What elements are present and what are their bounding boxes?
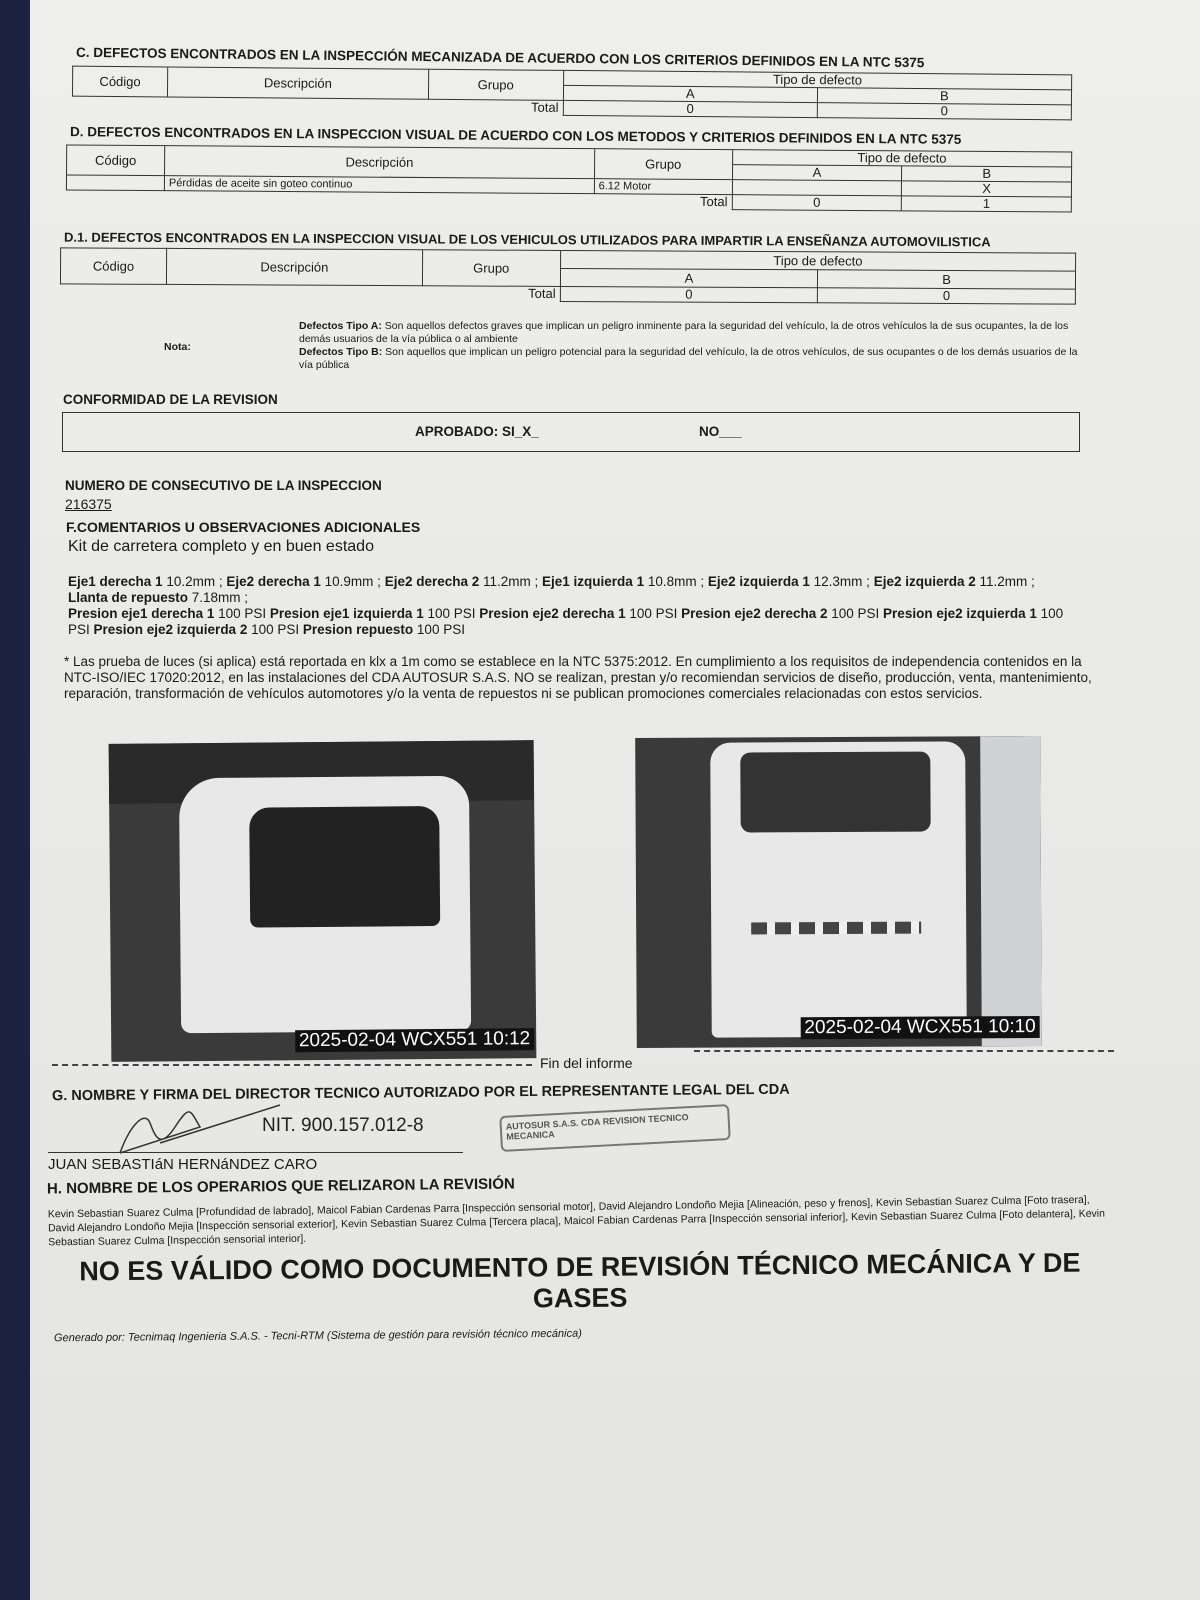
col-descripcion: Descripción — [165, 146, 595, 179]
col-descripcion: Descripción — [167, 67, 428, 99]
measurement-label: Presion eje2 derecha 2 — [681, 606, 828, 621]
tipo-a-text: Son aquellos defectos graves que implican un peligro inminente para la seguridad del vehículo, la de otros vehículos la de sus ocupantes, la de los demás usuarios de la vía pública o al ambiente — [299, 320, 1069, 345]
measurement-value: 11.2mm ; — [479, 574, 543, 589]
total-a: 0 — [563, 100, 817, 117]
consecutivo-value: 216375 — [65, 496, 112, 512]
col-tipo: Tipo de defecto — [563, 70, 1071, 89]
nota-text — [299, 320, 1079, 372]
aprobado-no: NO___ — [699, 424, 742, 439]
col-tipo: Tipo de defecto — [560, 250, 1075, 271]
col-descripcion: Descripción — [166, 248, 422, 285]
col-b: B — [902, 166, 1072, 182]
measurement-label: Presion eje2 derecha 1 — [479, 606, 626, 621]
photo-timestamp: 2025-02-04 WCX551 10:10 — [800, 1016, 1039, 1039]
total-a: 0 — [560, 286, 818, 302]
photo-timestamp: 2025-02-04 WCX551 10:12 — [295, 1028, 535, 1052]
aprobado-si: APROBADO: SI_X_ — [415, 424, 539, 439]
inspection-report-page — [30, 0, 1200, 1600]
col-grupo: Grupo — [428, 69, 563, 100]
measurement-value: 10.9mm ; — [320, 574, 385, 589]
measurement-label: Presion eje1 derecha 1 — [68, 606, 215, 621]
measurement-label: Eje2 izquierda 1 — [707, 574, 810, 589]
total-label: Total — [699, 194, 728, 210]
total-b: 0 — [818, 288, 1076, 304]
total-b: 1 — [902, 196, 1072, 212]
col-a: A — [563, 85, 817, 102]
company-stamp — [499, 1104, 731, 1152]
col-a: A — [560, 268, 818, 287]
measurement-value: 12.3mm ; — [809, 574, 874, 589]
fin-del-informe: Fin del informe — [540, 1055, 633, 1071]
comentarios-title: F.COMENTARIOS U OBSERVACIONES ADICIONALES — [66, 519, 421, 535]
section-d1-title: D.1. DEFECTOS ENCONTRADOS EN LA INSPECCION VISUAL DE LOS VEHICULOS UTILIZADOS PARA IMPARTIR LA ENSEÑANZA AUTOMOVILISTICA — [63, 229, 991, 250]
defect-a — [732, 180, 902, 196]
col-codigo: Código — [60, 248, 166, 285]
measurement-value: 10.2mm ; — [162, 574, 227, 589]
col-grupo: Grupo — [422, 250, 560, 287]
generado-por: Generado por: Tecnimaq Ingenieria S.A.S. - Tecni-RTM (Sistema de gestión para revisión técnico mecánica) — [53, 1327, 582, 1345]
col-tipo: Tipo de defecto — [732, 150, 1071, 167]
mediciones-text — [68, 574, 1078, 638]
total-a: 0 — [732, 195, 902, 211]
measurement-label: Llanta de repuesto — [68, 590, 189, 605]
col-a: A — [732, 165, 902, 181]
measurement-value: 11.2mm ; — [975, 574, 1035, 589]
section-c-title: C. DEFECTOS ENCONTRADOS EN LA INSPECCIÓN MECANIZADA DE ACUERDO CON LOS CRITERIOS DEFINIDOS EN LA NTC 5375 — [75, 44, 925, 71]
col-b: B — [818, 270, 1076, 289]
total-label: Total — [531, 99, 559, 116]
col-b: B — [817, 88, 1071, 105]
signature-icon — [90, 1095, 290, 1155]
consecutivo-title: NUMERO DE CONSECUTIVO DE LA INSPECCION — [65, 478, 382, 493]
tipo-a-label: Defectos Tipo A: — [299, 320, 382, 332]
total-b: 0 — [817, 103, 1071, 120]
front-photo — [109, 740, 537, 1062]
nit-value: NIT. 900.157.012-8 — [262, 1115, 424, 1136]
section-d1-table — [60, 247, 1076, 304]
operarios-text: Kevin Sebastian Suarez Culma [Profundidad de labrado], Maicol Fabian Cardenas Parra [Inspección sensorial motor], David Alejandro Londoño Mejia [Alineación, peso y frenos], Kevin Sebastian Suarez Culma [Foto trasera], David Alejandro Londoño Mejia [Inspección sensorial exterior], Kevin Sebastian Suarez Culma [Tercera placa], Maicol Fabian Cardenas Parra [Inspección sensorial inferior], Kevin Sebastian Suarez Culma [Foto delantera], Kevin Sebastian Suarez Culma [Inspección sensorial interior]. — [47, 1193, 1106, 1249]
section-d-table — [66, 144, 1072, 212]
col-codigo: Código — [72, 66, 167, 97]
measurement-value: 7.18mm ; — [188, 590, 249, 605]
col-grupo: Grupo — [594, 149, 732, 180]
defect-description: Pérdidas de aceite sin goteo continuo — [164, 176, 594, 194]
bus-rear-image — [710, 741, 967, 1037]
disclaimer-text: * Las prueba de luces (si aplica) está reportada en klx a 1m como se establece en la NTC 5375:2012. En cumplimiento a los requisitos de independencia contenidos en la NTC-ISO/IEC 17020:2012, en las instalaciones del CDA AUTOSUR S.A.S. NO se realizan, prestan y/o recomiendan servicios de diseño, producción, venta, mantenimiento, reparación, transformación de vehículos automotores y/o la venta de repuestos ni se publican promociones comerciales relacionadas con estos servicios. — [64, 654, 1092, 701]
measurement-label: Presion repuesto — [302, 622, 414, 637]
measurement-label: Presion eje2 izquierda 1 — [883, 606, 1037, 621]
operarios-title: H. NOMBRE DE LOS OPERARIOS QUE RELIZARON LA REVISIÓN — [46, 1175, 515, 1198]
measurement-value: 100 PSI — [413, 622, 465, 637]
section-d-title: D. DEFECTOS ENCONTRADOS EN LA INSPECCION VISUAL DE ACUERDO CON LOS METODOS Y CRITERIOS DEFINIDOS EN LA NTC 5375 — [69, 124, 962, 147]
measurement-label: Presion eje1 izquierda 1 — [269, 606, 424, 621]
nota-label: Nota: — [164, 341, 191, 353]
col-codigo: Código — [67, 145, 165, 176]
measurement-value: 100 PSI — [827, 606, 884, 621]
director-name: JUAN SEBASTIáN HERNáNDEZ CARO — [48, 1156, 318, 1173]
measurement-value: 10.8mm ; — [644, 574, 708, 589]
measurement-value: 100 PSI — [247, 622, 303, 637]
measurement-label: Eje2 izquierda 2 — [873, 574, 976, 589]
invalid-warning: NO ES VÁLIDO COMO DOCUMENTO DE REVISIÓN TÉCNICO MECÁNICA Y DE GASES — [79, 1247, 1081, 1314]
tipo-b-label: Defectos Tipo B: — [299, 346, 383, 358]
defect-group: 6.12 Motor — [594, 179, 732, 195]
rear-photo — [635, 736, 1042, 1048]
measurement-label: Eje2 derecha 2 — [384, 574, 480, 589]
measurement-value: 100 PSI — [214, 606, 270, 621]
tipo-b-text: Son aquellos que implican un peligro potencial para la seguridad del vehículo, la de otros vehículos, de sus ocupantes o de los demás usuarios de la vía pública — [299, 346, 1078, 371]
conformidad-title: CONFORMIDAD DE LA REVISION — [63, 392, 278, 407]
conformidad-box — [62, 412, 1080, 452]
total-label: Total — [528, 286, 556, 302]
defect-b: X — [902, 181, 1072, 197]
firma-title: G. NOMBRE Y FIRMA DEL DIRECTOR TECNICO AUTORIZADO POR EL REPRESENTANTE LEGAL DEL CDA — [51, 1081, 790, 1105]
measurement-value: 100 PSI — [423, 606, 480, 621]
measurement-label: Presion eje2 izquierda 2 — [93, 622, 248, 637]
bus-front-image — [179, 776, 471, 1034]
measurement-label: Eje1 izquierda 1 — [542, 574, 645, 589]
section-c-table — [72, 66, 1072, 121]
measurement-label: Eje1 derecha 1 — [68, 574, 163, 589]
stamp-text: AUTOSUR S.A.S. CDA REVISION TECNICO MECANICA — [505, 1112, 689, 1142]
measurement-value: 100 PSI — [68, 606, 1064, 637]
measurement-label: Eje2 derecha 1 — [226, 574, 321, 589]
measurement-value: 100 PSI — [625, 606, 682, 621]
comentarios-text: Kit de carretera completo y en buen estado — [68, 538, 374, 555]
